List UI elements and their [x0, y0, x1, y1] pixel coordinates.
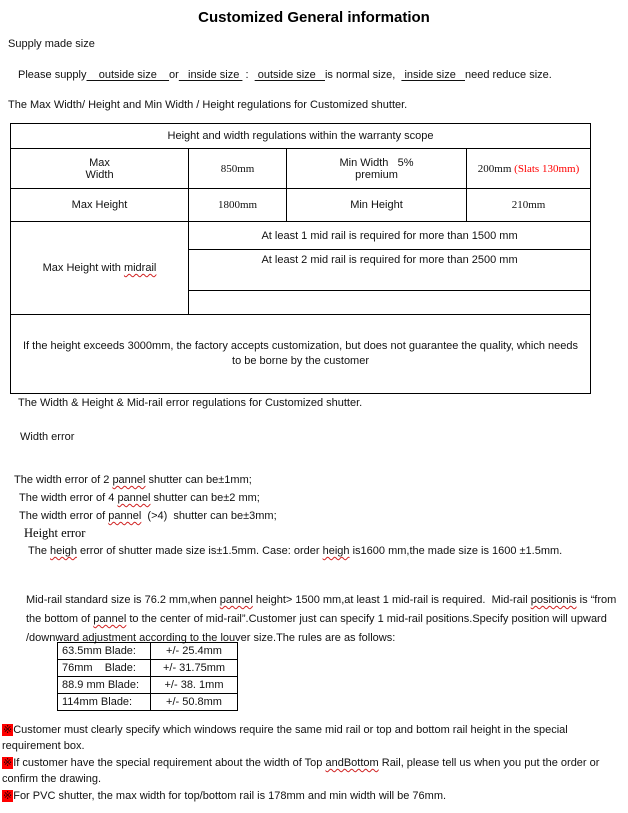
text-segment: andBottom [325, 757, 379, 769]
note-bullet-1 [2, 722, 626, 754]
text-segment: to the center of mid-rail”.Customer just can specify 1 mid-rail positions.Specify position will upward /downward adjustment according to the louver size.The rules are as follows: [26, 613, 610, 644]
note-bullet-3 [2, 788, 626, 804]
warranty-cell-max-width-label [11, 149, 189, 189]
width-error-line-2 [14, 489, 614, 507]
min-width-label-line1: Min Width 5% [339, 156, 414, 169]
text-segment: pannel [112, 474, 146, 486]
min-width-label-line2: premium [355, 168, 398, 181]
text-segment: Mid-rail standard size is 76.2 mm,when [26, 594, 220, 606]
max-width-label-line2: Width [85, 168, 114, 181]
regulations-heading: The Max Width/ Height and Min Width / Height regulations for Customized shutter. [8, 99, 408, 111]
text-segment: pannel [108, 510, 142, 522]
text-segment: (>4) shutter can be±3mm; [141, 510, 277, 522]
text-segment: shutter can be±2 mm; [150, 492, 260, 504]
warranty-table [10, 123, 591, 394]
warranty-cell-max-height-label: Max Height [11, 189, 189, 222]
document-title: Customized General information [198, 9, 430, 26]
text-segment: heigh [50, 545, 77, 557]
warranty-cell-min-height-value: 210mm [467, 189, 591, 222]
text-segment: The [28, 545, 51, 557]
text-segment: pannel [219, 594, 253, 606]
text-segment: error of shutter made size is±1.5mm. Case: order [76, 545, 323, 557]
width-error-line-1 [14, 471, 614, 489]
warranty-cell-midrail-label [11, 222, 189, 315]
text-segment: need reduce size. [465, 69, 552, 81]
reference-mark-icon: ※ [3, 724, 13, 736]
text-segment: If customer have the special requirement about the width of Top [13, 757, 326, 769]
text-segment: pannel [93, 613, 127, 625]
blade-size-cell: 63.5mm Blade: [58, 643, 151, 660]
warranty-table-note: If the height exceeds 3000mm, the factory accepts customization, but does not guarantee the quality, which needs to be borne by the customer [11, 315, 591, 394]
note-bullet-2 [2, 755, 626, 787]
blade-tolerance-cell: +/- 50.8mm [151, 694, 238, 711]
supply-made-size-heading: Supply made size [8, 38, 95, 50]
text-segment: is1600 mm,the made size is 1600 ±1.5mm. [349, 545, 563, 557]
text-segment: is “from the bottom of [26, 594, 620, 625]
max-width-label-line1: Max [89, 156, 110, 169]
text-segment: height> 1500 mm,at least 1 mid-rail is required. Mid-rail [252, 594, 531, 606]
text-segment: shutter can be±1mm; [145, 474, 252, 486]
reference-mark-icon: ※ [3, 790, 13, 802]
warranty-cell-min-width-label [287, 149, 467, 189]
text-segment: heigh [322, 545, 350, 557]
blade-size-cell: 114mm Blade: [58, 694, 151, 711]
warranty-cell-midrail-rule-1: At least 1 mid rail is required for more than 1500 mm [189, 222, 591, 250]
text-segment: pannel [117, 492, 151, 504]
blade-table-row [58, 643, 238, 660]
text-segment: outside size [86, 69, 170, 81]
text-segment: The width error of 2 [14, 474, 113, 486]
text-segment: : [242, 69, 255, 81]
warranty-cell-midrail-rule-3 [189, 291, 591, 315]
text-segment: For PVC shutter, the max width for top/bottom rail is 178mm and min width will be 76mm. [13, 790, 447, 802]
text-segment: The width error of 4 [19, 492, 118, 504]
width-error-heading: Width error [20, 431, 75, 443]
text-segment: inside size [178, 69, 243, 81]
text-segment: Please supply [18, 69, 87, 81]
blade-table-row [58, 677, 238, 694]
text-segment: Rail, please tell us when you put the order or confirm the drawing. [2, 757, 603, 785]
text-segment: positionis [530, 594, 577, 606]
blade-tolerance-cell: +/- 38. 1mm [151, 677, 238, 694]
text-segment: (Slats 130mm) [514, 162, 580, 175]
height-error-line [28, 545, 624, 557]
warranty-cell-min-width-value [467, 149, 591, 189]
notes-section [2, 722, 626, 805]
text-segment: inside size [401, 69, 465, 81]
text-segment: Max Height with [42, 262, 124, 274]
warranty-cell-midrail-rule-2: At least 2 mid rail is required for more than 2500 mm [189, 250, 591, 291]
warranty-cell-max-width-value: 850mm [189, 149, 287, 189]
reference-mark-icon: ※ [3, 757, 13, 769]
midrail-paragraph [26, 591, 624, 648]
height-error-heading: Height error [24, 526, 86, 540]
warranty-cell-min-height-label: Min Height [287, 189, 467, 222]
text-segment: Customer must clearly specify which windows require the same mid rail or top and bottom rail height in the special requirement box. [2, 724, 571, 752]
please-supply-line [18, 69, 622, 81]
text-segment: is normal size, [324, 69, 402, 81]
warranty-table-title: Height and width regulations within the warranty scope [11, 124, 591, 149]
blade-tolerance-table [57, 642, 238, 711]
warranty-cell-max-height-value: 1800mm [189, 189, 287, 222]
width-error-line-3 [14, 507, 614, 525]
text-segment: 200mm [477, 162, 515, 175]
text-segment: outside size [254, 69, 325, 81]
blade-table-row [58, 660, 238, 677]
blade-tolerance-cell: +/- 25.4mm [151, 643, 238, 660]
blade-size-cell: 88.9 mm Blade: [58, 677, 151, 694]
text-segment: midrail [123, 262, 157, 274]
error-regulations-heading: The Width & Height & Mid-rail error regulations for Customized shutter. [18, 397, 363, 409]
blade-table-row [58, 694, 238, 711]
blade-tolerance-cell: +/- 31.75mm [151, 660, 238, 677]
width-error-lines [14, 471, 614, 525]
text-segment: or [169, 69, 179, 81]
text-segment: The width error of [19, 510, 109, 522]
blade-size-cell: 76mm Blade: [58, 660, 151, 677]
